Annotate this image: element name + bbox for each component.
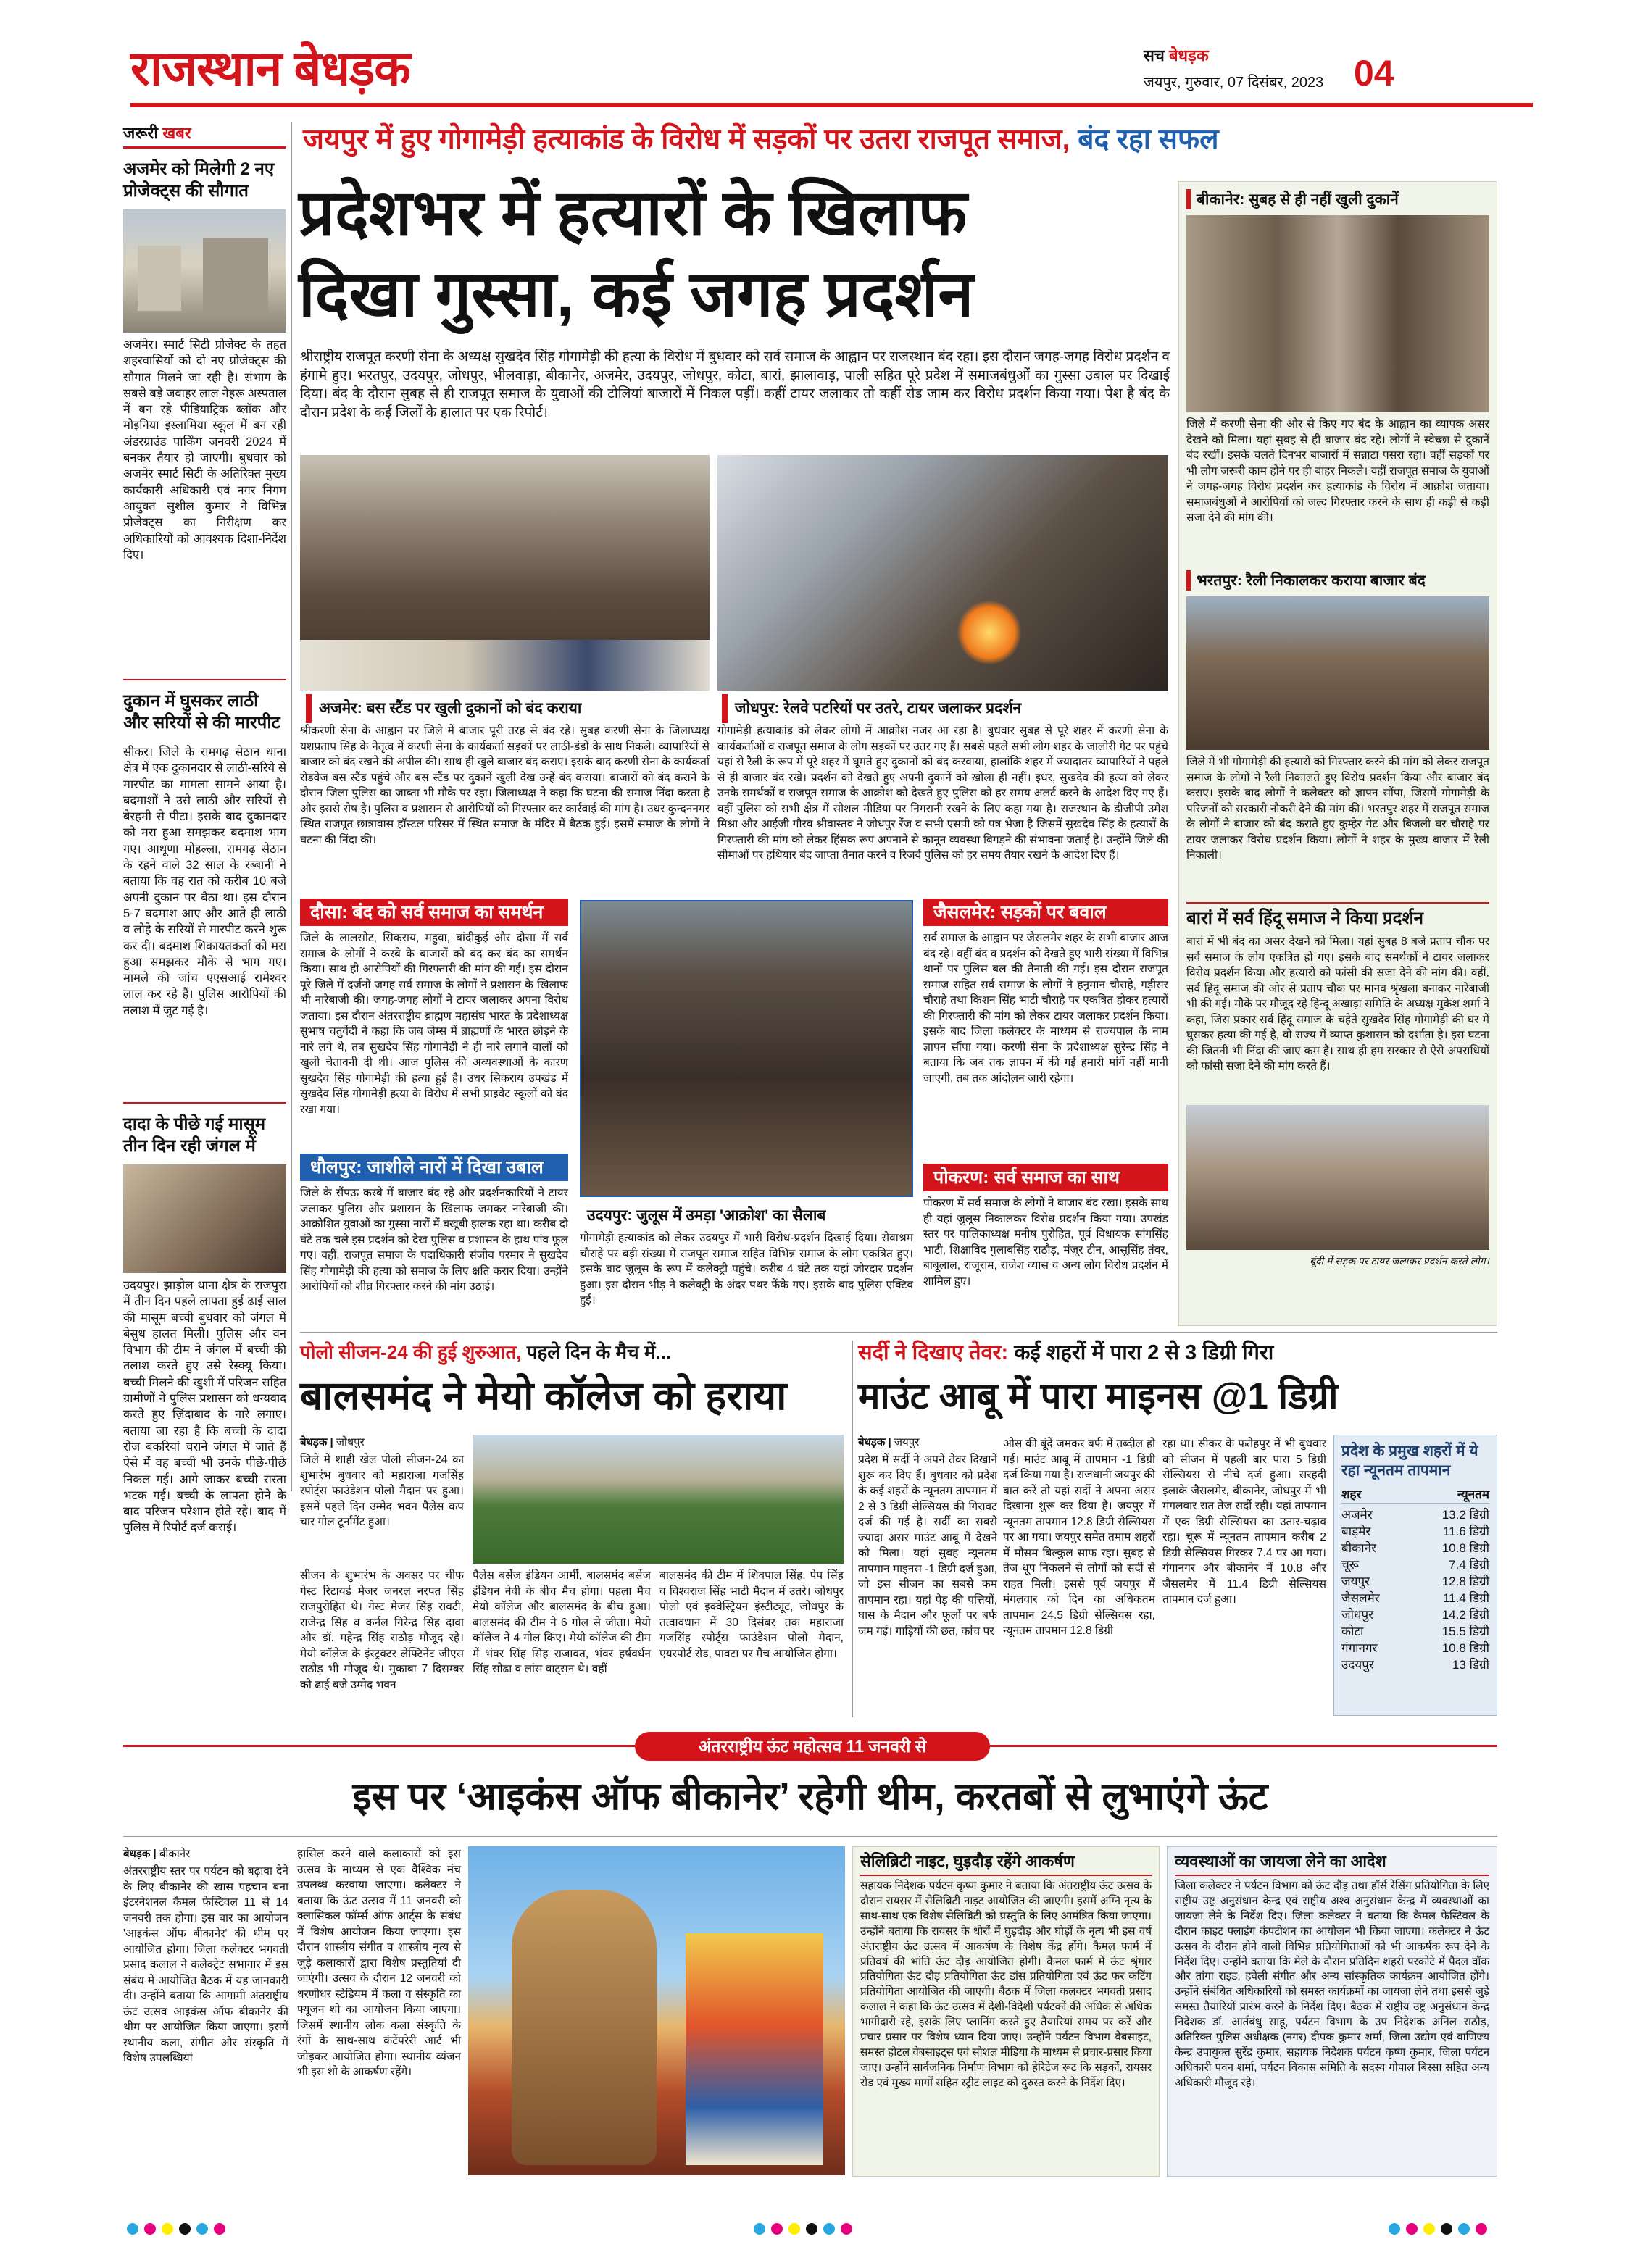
temperature-box-title: प्रदेश के प्रमुख शहरों में ये रहा न्यूनतम तापमान <box>1341 1443 1478 1479</box>
temperature-city: चूरू <box>1341 1558 1360 1572</box>
temperature-value: 11.4 डिग्री <box>1442 1591 1489 1605</box>
sidebar-story-3-title: दादा के पीछे गई मासूम तीन दिन रही जंगल में <box>123 1114 266 1156</box>
lead-headline-line-2: दिखा गुस्सा, कई जगह प्रदर्शन <box>299 258 974 330</box>
sidebar-header <box>123 122 286 149</box>
sidebar <box>123 122 286 1535</box>
registration-dots-right <box>1389 2223 1493 2238</box>
temperature-row <box>1341 1656 1489 1673</box>
tagline <box>1144 44 1209 66</box>
lead-kicker-red: जयपुर में हुए गोगामेड़ी हत्याकांड के विरोध में सड़कों पर उतरा राजपूत समाज, <box>303 124 1070 155</box>
polo-body-1: जिले में शाही खेल पोलो सीजन-24 का शुभारंभ बुधवार को महाराजा गजसिंह स्पोर्ट्स फाउंडेशन पोलो मैदान पर हुआ। इसमें पहले दिन उम्मेद भवन पैलेस कप चार गोल टूर्नामेंट हुआ। <box>300 1454 464 1528</box>
temperature-value: 13 डिग्री <box>1452 1658 1489 1672</box>
polo-byline-b: जोधपुर <box>336 1436 365 1448</box>
temperature-city: जैसलमेर <box>1341 1591 1380 1605</box>
temperature-value: 10.8 डिग्री <box>1441 1541 1489 1555</box>
child-rescue-photo <box>123 1164 286 1273</box>
cold-headline: माउंट आबू में पारा माइनस @1 डिग्री <box>858 1375 1339 1417</box>
arrangements-title: व्यवस्थाओं का जायजा लेने का आदेश <box>1175 1851 1489 1876</box>
dholpur-body: जिले के सैंपऊ कस्बे में बाजार बंद रहे और प्रदर्शनकारियों ने टायर जलाकर पुलिस और प्रशासन के खिलाफ जमकर नारेबाजी की। आक्रोशित युवाओं का गुस्सा नारों में बखूबी झलक रहा था। करीब दो घंटे तक चले इस प्रदर्शन को देख पुलिस व प्रशासन के हाथ पांव फूल गए। वहीं, राजपूत समाज के पदाधिकारी संजीव परमार ने सुखदेव सिंह गोगामेड़ी की हत्या को समाज के लिए क्षति करार दिया। उन्होंने आरोपियों को शीघ्र गिरफ्तार करने की मांग उठाई। <box>300 1187 568 1293</box>
temperature-header-temp: न्यूनतम <box>1457 1488 1489 1501</box>
temperature-city: अजमेर <box>1341 1508 1373 1522</box>
polo-headline: बालसमंद ने मेयो कॉलेज को हराया <box>300 1373 787 1418</box>
cold-body-3: रहा था। सीकर के फतेहपुर में भी बुधवार को सीजन में पहली बार पारा 5 डिग्री सेल्सियस से नीचे दर्ज हुआ। सरहदी इलाके जैसलमेर, बीकानेर, जोधपुर में भी मंगलवार रात तेज सर्दी रही। यहां तापमान में एक डिग्री सेल्सियस का उतार-चढ़ाव रहा। चूरू में न्यूनतम तापमान करीब 2 डिग्री सेल्सियस गिरकर 7.4 पर आ गया। गंगानगर और बीकानेर में 10.8 और जैसलमेर में 11.4 डिग्री सेल्सियस तापमान दर्ज हुआ। <box>1162 1438 1326 1606</box>
temperature-row <box>1341 1556 1489 1573</box>
cold-byline-b: जयपुर <box>894 1436 920 1448</box>
temperature-city: बीकानेर <box>1341 1541 1376 1555</box>
cold-body-2: ओस की बूंदें जमकर बर्फ में तब्दील हो गई। माउंट आबू में तापमान -1 डिग्री दर्ज किया गया है। राजधानी जयपुर की बात करें तो यहां सर्दी ने अपना असर दिखाना शुरू कर दिया है। जयपुर में न्यूनतम तापमान 12.8 डिग्री सेल्सियस पर आ गया। जयपुर समेत तमाम शहरों में मौसम बिल्कुल साफ रहा। सुबह से तेज धूप निकलने से लोगों को सर्दी से राहत मिली। इससे पूर्व जयपुर में मंगलवार को दिन का अधिकतम तापमान 24.5 डिग्री सेल्सियस रहा, न्यूनतम तापमान 12.8 डिग्री <box>1003 1438 1155 1637</box>
temperature-row <box>1341 1540 1489 1556</box>
pokaran-tag: पोकरण: सर्व समाज का साथ <box>923 1164 1168 1191</box>
ajmer-crowd-photo <box>300 455 710 691</box>
ajmer-hospital-photo <box>123 209 286 333</box>
bharatpur-body: जिले में भी गोगामेड़ी की हत्यारों को गिरफ्तार करने की मांग को लेकर राजपूत समाज के लोगों ने रैली निकालते हुए विरोध प्रदर्शन किया और बाजार बंद कराए। इसके बाद लोगों ने कलेक्टर को ज्ञापन सौंपा, जिसमें गोगामेड़ी के परिजनों को सरकारी नौकरी देने की मांग की। भरतपुर शहर में राजपूत समाज के लोगों ने बाजार को बंद कराते हुए कुम्हेर गेट और बिजली घर चौराहे पर टायर जलाकर विरोध प्रदर्शन किया। लोगों ने शहर के मुख्य बाजार में रैली निकाली। <box>1186 756 1489 862</box>
lead-kicker <box>303 123 1499 157</box>
temperature-row <box>1341 1640 1489 1656</box>
lead-kicker-blue: बंद रहा सफल <box>1078 124 1219 155</box>
registration-dots-left <box>127 2223 231 2238</box>
cold-byline: बेधड़क | जयपुर <box>858 1436 920 1448</box>
bharatpur-rally-photo <box>1186 596 1489 750</box>
cold-body-1: प्रदेश में सर्दी ने अपने तेवर दिखाने शुरू कर दिए हैं। बुधवार को प्रदेश के कई शहरों के न्यूनतम तापमान में 2 से 3 डिग्री सेल्सियस की गिरावट दर्ज की गई है। सर्दी का सबसे ज्यादा असर माउंट आबू में देखने को मिला। यहां सुबह न्यूनतम तापमान माइनस -1 डिग्री दर्ज हुआ, जो इस सीजन का सबसे कम तापमान रहा। यहां पेड़ की पत्तियों, घास के मैदान और फूलों पर बर्फ जम गई। गाड़ियों की छत, कांच पर <box>858 1454 998 1638</box>
camel-byline-a: बेधड़क <box>123 1848 151 1860</box>
udaipur-body: गोगामेड़ी हत्याकांड को लेकर उदयपुर में भारी विरोध-प्रदर्शन दिखाई दिया। सेवाश्रम चौराहे पर बड़ी संख्या में राजपूत समाज सहित विभिन्न समाज के लोग एकत्रित हुए। इसके बाद जुलूस के रूप में कलेक्ट्री पहुंचे। करीब 4 घंटे तक यहां जोरदार प्रदर्शन हुआ। इस दौरान भीड़ ने कलेक्ट्री के अंदर पथर फेंके गए। इसके बाद पुलिस एक्टिव हुई। <box>580 1232 913 1306</box>
polo-byline-a: बेधड़क <box>300 1436 328 1448</box>
camel-body-1: अंतरराष्ट्रीय स्तर पर पर्यटन को बढ़ावा देने के लिए बीकानेर की खास पहचान बना इंटरनेशनल कैमल फेस्टिवल 11 से 14 जनवरी तक होगा। इस बार का आयोजन 'आइकंस ऑफ बीकानेर' की थीम पर आयोजित होगा। जिला कलेक्टर भगवती प्रसाद कलाल ने कलेक्ट्रेट सभागार में इस संबंध में आयोजित बैठक में यह जानकारी दी। उन्होंने बताया कि आगामी अंतराष्ट्रीय ऊंट उत्सव आइकंस ऑफ बीकानेर की थीम पर आयोजित किया जाएगा। इसमें स्थानीय कला, संगीत और संस्कृति में विशेष उपलब्धियां <box>123 1865 288 2064</box>
polo-body-4: बालसमंद की टीम में शिवपाल सिंह, पेप सिंह व विश्वराज सिंह भाटी मैदान में उतरे। जोधपुर पोलो एवं इक्वेस्ट्रियन इंस्टीट्यूट, जोधपुर के तत्वावधान में 30 दिसंबर तक महाराजा गजसिंह स्पोर्ट्स फाउंडेशन पोलो मैदान, एयरपोर्ट रोड, पावटा पर मैच आयोजित होगा। <box>659 1569 844 1660</box>
temperature-header-row <box>1341 1486 1489 1504</box>
sidebar-story-1-body: अजमेर। स्मार्ट सिटी प्रोजेक्ट के तहत शहरवासियों को दो नए प्रोजेक्ट्स की सौगात मिलने जा रही है। संभाग के सबसे बड़े जवाहर लाल नेहरू अस्पताल में बन रहे पीडियाट्रिक ब्लॉक और मोइनिया इस्लामिया स्कूल में बन रही अंडरग्राउंड पार्किंग जनवरी 2024 में बनकर तैयार हो जाएगी। बुधवार को अजमेर स्मार्ट सिटी के अतिरिक्त मुख्य कार्यकारी अधिकारी एवं नगर निगम आयुक्त सुशील कुमार ने विभिन्न प्रोजेक्ट्स का निरीक्षण कर अधिकारियों को आवश्यक दिशा-निर्देश दिए। <box>123 338 286 562</box>
temperature-city: गंगानगर <box>1341 1641 1378 1655</box>
polo-cold-divider <box>852 1341 853 1717</box>
brand-logo: राजस्थान बेधड़क <box>130 41 410 95</box>
decorated-camel-photo <box>468 1846 845 2175</box>
cold-kicker-red: सर्दी ने दिखाए तेवर: <box>858 1341 1009 1364</box>
sidebar-story-2-body: सीकर। जिले के रामगढ़ सेठान थाना क्षेत्र में एक दुकानदार से लाठी-सरिये से मारपीट का मामला सामने आया है। बदमाशों ने उसे लाठी और सरियों से बेरहमी से पीटा। इसके बाद दुकानदार को मरा हुआ समझकर बदमाश भाग गए। आथूणा मोहल्ला, रामगढ़ सेठान के रहने वाले 32 साल के रब्बानी ने बताया कि वह रात को करीब 10 बजे अपनी दुकान पर बैठा था। इस दौरान 5-7 बदमाश आए और आते ही लाठी व लोहे के सरियों से मारपीट करने शुरू कर दी। बदमाश शिकायतकर्ता को मरा हुआ समझकर मौके से भाग गए। मामले की जांच एएसआई रामेश्वर लाल कर रहे हैं। पुलिस आरोपियों की तलाश में जुट गई है। <box>123 746 286 1017</box>
polo-body-2: सीजन के शुभारंभ के अवसर पर चीफ गेस्ट रिटायर्ड मेजर जनरल नरपत सिंह राजपुरोहित थे। गेस्ट मेजर सिंह रावटी, राजेन्द्र सिंह व कर्नल गिरेन्द्र सिंह दावा और डॉ. महेन्द्र सिंह राठौड़ मौजूद रहे। मेयो कॉलेज के इंस्ट्रक्टर लेफ्टिनेंट जीएस राठौड़ भी मौजूद थे। मुकाबा 7 दिसम्बर को ढाई बजे उम्मेद भवन <box>300 1569 464 1691</box>
right-column <box>1178 181 1497 1326</box>
lead-intro: श्रीराष्ट्रीय राजपूत करणी सेना के अध्यक्ष सुखदेव सिंह गोगामेड़ी की हत्या के विरोध में बुधवार को सर्व समाज के आह्वान पर राजस्थान बंद रहा। इस दौरान जगह-जगह विरोध प्रदर्शन व हंगामे हुए। भरतपुर, उदयपुर, जोधपुर, भीलवाड़ा, बीकानेर, अजमेर, उदयपुर, जोधपुर, कोटा, बारां, झालावाड़, पाली सहित पूरे प्रदेश में समाजबंधुओं का गुस्सा उबाल पर दिखाई दिया। बंद के दौरान सुबह से ही राजपूत समाज के युवाओं की टोलियां बाजारों में निकल पड़ीं। कहीं टायर जलाकर तो कहीं रोड जाम कर विरोध प्रदर्शन किया गया। पेश है बंद के दौरान प्रदेश के कई जिलों के हालात पर एक रिपोर्ट। <box>300 349 1170 420</box>
ajmer-body: श्रीकरणी सेना के आह्वान पर जिले में बाजार पूरी तरह से बंद रहे। सुबह करणी सेना के जिलाध्यक्ष यशप्रताप सिंह के नेतृत्व में करणी सेना के कार्यकर्ता सड़कों पर लाठी-डंडों के साथ निकले। व्यापारियों से बाजार को बंद रखने की अपील की। साथ ही खुले बाजार बंद कराए। इसके बाद करणी सेना के कार्यकर्ता रोडवेज बस स्टैंड पहुंचे और बस स्टैंड पर दुकानें खुली देख उन्हें बंद कराया। बाजारों को बंद कराने के दौरान जिला पुलिस का जाब्ता भी मौके पर रहा। जिलाध्यक्ष ने कहा कि घटना की समाज निंदा करता है और इससे रोष है। पुलिस व प्रशासन से आरोपियों को गिरफ्तार कर कार्रवाई की मांग है। उधर कुन्दननगर स्थित राजपूत छात्रावास हॉस्टल परिसर में स्थित समाज के मंदिर में बैठक हुई। इसमें समाज के लोगों ने घटना की निंदा की। <box>300 725 710 846</box>
temperature-city: जयपुर <box>1341 1575 1370 1588</box>
temperature-value: 15.5 डिग्री <box>1441 1625 1489 1638</box>
sidebar-story-3-body: उदयपुर। झाड़ोल थाना क्षेत्र के राजपुरा में तीन दिन पहले लापता हुई ढाई साल की मासूम बच्ची बुधवार को जंगल में बेसुध हालत मिली। पुलिस और वन विभाग की टीम ने जंगल में बच्ची की तलाश करते हुए उसे रेस्क्यू किया। बच्ची मिलने की खुशी में परिजन सहित ग्रामीणों ने पुलिस प्रशासन को धन्यवाद करते हुए ज़िंदाबाद के नारे लगाए। बताया जा रहा है कि बच्ची के दादा रोज बकरियां चराने जंगल में जाते हैं ऐसे में वह बच्ची भी उनके पीछे-पीछे निकल गई। आगे जाकर बच्ची रास्ता भटक गई। बच्ची के लापता होने के बाद परिजन परेशान होते रहे। बाद में पुलिस में रिपोर्ट दर्ज कराई। <box>123 1279 286 1535</box>
tagline-red: सच <box>1144 46 1165 64</box>
temperature-row <box>1341 1623 1489 1640</box>
temperature-city: कोटा <box>1341 1625 1364 1638</box>
bharatpur-caption: भरतपुर: रैली निकालकर कराया बाजार बंद <box>1186 570 1489 591</box>
polo-match-photo <box>473 1435 844 1564</box>
jaisalmer-tag: जैसलमेर: सड़कों पर बवाल <box>923 899 1168 926</box>
dateline: जयपुर, गुरुवार, 07 दिसंबर, 2023 <box>1144 75 1324 91</box>
temperature-row <box>1341 1506 1489 1523</box>
masthead <box>130 40 1533 98</box>
temperature-city: जोधपुर <box>1341 1608 1374 1622</box>
page-number: 04 <box>1354 53 1394 93</box>
jodhpur-tyre-burning-photo <box>717 455 1168 691</box>
ajmer-caption: अजमेर: बस स्टैंड पर खुली दुकानों को बंद कराया <box>306 694 708 723</box>
jodhpur-body: गोगामेड़ी हत्याकांड को लेकर लोगों में आक्रोश नजर आ रहा है। बुधवार सुबह से पूरे शहर में करणी सेना के कार्यकर्ताओं व राजपूत समाज के लोग सड़कों पर उतर गए हैं। सबसे पहले सभी लोग शहर के जालोरी गेट पर पहुंचे यहां से रैली के रूप में पूरे शहर में घूमते हुए दुकानों को बंद करवाया, हालांकि शहर में ज्यादातर व्यापारियों ने पहले से ही बाजार बंद रखे। प्रदर्शन को देखते हुए अपनी दुकानें को खोला ही नहीं। इधर, सुखदेव की हत्या को लेकर उनके समर्थकों व राजपूत समाज के आक्रोश को देखते हुए पुलिस को हर समय अलर्ट करने के आदेश दिए गए हैं। वहीं पुलिस को सभी क्षेत्र में सोशल मीडिया पर निगरानी रखने के लिए कहा गया है। राजस्थान के डीजीपी उमेश मिश्रा और आईजी गौरव श्रीवास्तव ने जोधपुर रेंज व सभी एसपी को पत्र भेजा है जिसमें सुखदेव सिंह के हत्यारों के गिरफ्तारी की मांग को लेकर हिंसक रूप अपनाने से कानून व्यवस्था बिगड़ने की संभावना जताई है। उन्होंने जिले की सीमाओं पर हथियार बंद जाप्ता तैनात करने व रिजर्व पुलिस को हर समय तैयार रखने के आदेश दिए हैं। <box>717 725 1168 862</box>
camel-body-2: हासिल करने वाले कलाकारों को इस उत्सव के माध्यम से एक वैश्विक मंच उपलब्ध करवाया जाएगा। कलेक्टर ने बताया कि ऊंट उत्सव में 11 जनवरी को क्लासिकल फॉर्म्स ऑफ आर्ट्स के संबंध में विशेष आयोजन किया जाएगा। इस दौरान शास्त्रीय संगीत व शास्त्रीय नृत्य से जुड़े कलाकारों द्वारा विशेष प्रस्तुतियां दी जाएंगी। उत्सव के दौरान 12 जनवरी को धरणीधर स्टेडियम में कला व संस्कृति का फ्यूजन शो का आयोजन किया जाएगा। जिसमें स्थानीय लोक कला संस्कृति के रंगों के साथ-साथ कंटेंपरेरी आर्ट भी जोड़कर आयोजित होगा। स्थानीय व्यंजन भी इस शो के आकर्षण रहेंगे। <box>297 1848 461 2078</box>
temperature-row <box>1341 1590 1489 1606</box>
temperature-value: 13.2 डिग्री <box>1441 1508 1489 1522</box>
tagline-black: बेधड़क <box>1168 46 1209 64</box>
celebrity-body: सहायक निदेशक पर्यटन कृष्ण कुमार ने बताया कि अंतराष्ट्रीय ऊंट उत्सव के दौरान रायसर में सेलिब्रिटी नाइट आयोजित की जाएगी। इसमें अग्नि नृत्य के साथ-साथ एक विशेष सेलिब्रिटी को प्रस्तुति के लिए आमंत्रित किया जाएगा। उन्होंने बताया कि रायसर के धोरों में घुड़दौड़ और घोड़ों के नृत्य भी इस वर्ष अंतराष्ट्रीय ऊंट उत्सव में आकर्षण के विशेष केंद्र होंगे। कैमल फार्म में प्रतिवर्ष की भांति ऊंट दौड़ आयोजित होगी। कैमल फार्म में ऊंट श्रृंगार प्रतियोगिता ऊंट दौड़ प्रतियोगिता ऊंट डांस प्रतियोगिता एवं ऊंट फर कटिंग प्रतियोगिता आयोजित की जाएगी। बैठक में जिला कलक्टर भगवती प्रसाद कलाल ने कहा कि ऊंट उत्सव में देशी-विदेशी पर्यटकों की अधिक से अधिक भागीदारी रहे, इसके लिए प्लानिंग करते हुए तैयारियां समय पर करें और प्रचार प्रसार पर विशेष ध्यान दिया जाए। उन्होंने पर्यटन विभाग वेबसाइट, समस्त होटल वेबसाइट्स एवं सोशल मीडिया के माध्यम से प्रचार-प्रसार किया जाए। उन्होंने सार्वजनिक निर्माण विभाग को हेरिटेज रूट कि सड़कों, रायसर रोड एवं मुख्य मार्गों सहित स्ट्रीट लाइट को दुरुस्त करने के निर्देश दिए। <box>860 1880 1152 2089</box>
temperature-value: 14.2 डिग्री <box>1441 1608 1489 1622</box>
bikaner-caption: बीकानेर: सुबह से ही नहीं खुली दुकानें <box>1186 189 1489 209</box>
camel-banner: अंतरराष्ट्रीय ऊंट महोत्सव 11 जनवरी से <box>635 1732 990 1761</box>
temperature-city: बाड़मेर <box>1341 1525 1371 1538</box>
temperature-box <box>1333 1435 1497 1716</box>
dausa-tag: दौसा: बंद को सर्व समाज का समर्थन <box>300 899 568 926</box>
baran-title: बारां में सर्व हिंदू समाज ने किया प्रदर्शन <box>1186 902 1489 930</box>
camel-byline-b: बीकानेर <box>159 1848 191 1860</box>
polo-body-3: पैलेस बर्सेज इंडियन आर्मी, बालसमंद बर्सेज इंडियन नेवी के बीच मैच होगा। पहला मैच मेयो कॉलेज और बालसमंद के बीच हुआ। बालसमंद की टीम ने 6 गोल से जीता। मेयो कॉलेज ने 4 गोल किए। मेयो कॉलेज की टीम में भंवर सिंह सिंह राजावत, भंवर हर्षवर्धन सिंह सोढा व लांस वाट्सन थे। वहीं <box>473 1569 651 1675</box>
temperature-row <box>1341 1573 1489 1590</box>
registration-dots-center <box>754 2223 858 2238</box>
temperature-header-city: शहर <box>1341 1488 1362 1501</box>
celebrity-title: सेलिब्रिटी नाइट, घुड़दौड़ रहेंगे आकर्षण <box>860 1851 1152 1876</box>
temperature-list <box>1341 1506 1489 1673</box>
camel-byline: बेधड़क | बीकानेर <box>123 1848 191 1860</box>
sidebar-header-red: खबर <box>162 124 191 142</box>
temperature-value: 12.8 डिग्री <box>1441 1575 1489 1588</box>
sidebar-story-1-title: अजमेर को मिलेगी 2 नए प्रोजेक्ट्स की सौगात <box>123 159 275 201</box>
arrangements-body: जिला कलेक्टर ने पर्यटन विभाग को ऊंट दौड़ तथा हॉर्स रेसिंग प्रतियोगिता के लिए राष्ट्रीय उष्ट्र अनुसंधान केन्द्र एवं राष्ट्रीय अश्व अनुसंधान केन्द्र में व्यवस्थाओं का जायजा लेने के निर्देश दिए। जिला कलेक्टर ने बताया कि कैमल फेस्टिवल के दौरान काइट फ्लाइंग कंपटीशन का आयोजन भी किया जाएगा। कलेक्टर ने ऊंट उत्सव के दौरान होने वाली विभिन्न प्रतियोगिताओं को भी आकर्षक रूप देने के निर्देश दिए। उन्होंने बताया कि मेले के दौरान प्रतिदिन शहरी परकोटे में पैदल वॉक और तांगा राइड, हवेली संगीत और अन्य सांस्कृतिक कार्यक्रम आयोजित होंगे। उन्होंने संबंधित अधिकारियों को समस्त कार्यक्रमों का जायजा लेने तथा इससे जुड़े समस्त तैयारियों प्रारंभ करने के निर्देश दिए। बैठक में राष्ट्रीय उष्ट्र अनुसंधान केन्द्र निदेशक डॉ. आर्तबंधु साहू, पर्यटन विभाग के उप निदेशक अनिल राठौड़, अतिरिक्त पुलिस अधीक्षक (नगर) दीपक कुमार शर्मा, जिला उद्योग एवं वाणिज्य केन्द्र उपायुक्त सुरेंद्र कुमार, सहायक निदेशक पर्यटन कृष्ण कुमार, जिला पर्यटन अधिकारी पवन शर्मा, पर्यटन विकास समिति के सदस्य गोपाल बिस्सा सहित अन्य अधिकारी मौजूद रहे। <box>1175 1880 1489 2089</box>
polo-top-rule <box>300 1332 1497 1333</box>
jodhpur-caption: जोधपुर: रेलवे पटरियों पर उतरे, टायर जलाकर प्रदर्शन <box>722 694 1164 723</box>
polo-kicker-red: पोलो सीजन-24 की हुई शुरुआत, <box>300 1341 522 1363</box>
dausa-body: जिले के लालसोट, सिकराय, महुवा, बांदीकुई और दौसा में सर्व समाज के लोगों ने कस्बे के बाजारों को बंद कर बंद का समर्थन किया। साथ ही आरोपियों की गिरफ्तारी की मांग की गई। इस दौरान पूरे जिले में दर्जनों जगह सर्व समाज के लोगों ने प्रशासन के खिलाफ भी नारेबाजी की। जगह-जगह लोगों ने टायर जलाकर अपना विरोध जताया। इस दौरान अंतरराष्ट्रीय ब्राह्मण महासंघ भारत के प्रदेशाध्यक्ष सुभाष चतुर्वेदी ने कहा कि जब जेम्स में ब्राह्मणों के भारत छोड़ने के नारे लगे थे, तब सुखदेव सिंह गोगामेड़ी ने ही नारे लगाने वालों को खुली चेतावनी दी थी। आज पुलिस की अव्यवस्थाओं के कारण सुखदेव सिंह गोगामेड़ी की हत्या हुई है। उधर सिकराय उपखंड में सुखदेव सिंह गोगामेड़ी हत्या के विरोध में सभी प्राइवेट स्कूलों को बंद रखा गया। <box>300 932 568 1116</box>
udaipur-procession-photo <box>580 900 913 1197</box>
polo-kicker <box>300 1341 844 1364</box>
camel-headline-rule <box>123 1836 1497 1837</box>
polo-byline: बेधड़क | जोधपुर <box>300 1436 365 1448</box>
lead-headline <box>299 172 1175 335</box>
cold-kicker-black: कई शहरों में पारा 2 से 3 डिग्री गिरा <box>1014 1341 1274 1364</box>
temperature-value: 7.4 डिग्री <box>1449 1558 1489 1572</box>
bundi-protest-photo <box>1186 1105 1489 1250</box>
sidebar-story-2-title: दुकान में घुसकर लाठी और सरियों से की मारपीट <box>123 691 280 733</box>
temperature-value: 10.8 डिग्री <box>1441 1641 1489 1655</box>
sidebar-divider <box>291 122 292 1491</box>
lead-headline-line-1: प्रदेशभर में हत्यारों के खिलाफ <box>299 177 968 249</box>
cold-byline-a: बेधड़क <box>858 1436 886 1448</box>
polo-kicker-black: पहले दिन के मैच में... <box>526 1341 672 1363</box>
bikaner-closed-shops-photo <box>1186 215 1489 412</box>
temperature-value: 11.6 डिग्री <box>1442 1525 1489 1538</box>
celebrity-box <box>852 1846 1160 2177</box>
bundi-caption: बूंदी में सड़क पर टायर जलाकर प्रदर्शन करते लोग। <box>1310 1255 1489 1267</box>
temperature-row <box>1341 1523 1489 1540</box>
camel-headline: इस पर ‘आइकंस ऑफ बीकानेर’ रहेगी थीम, करतबों से लुभाएंगे ऊंट <box>352 1775 1268 1818</box>
temperature-row <box>1341 1606 1489 1623</box>
baran-body: बारां में भी बंद का असर देखने को मिला। यहां सुबह 8 बजे प्रताप चौक पर सर्व समाज के लोग एकत्रित हो गए। इसके बाद समर्थकों ने टायर जलाकर विरोध प्रदर्शन किया और हत्यारों को फांसी की सजा देने की मांग की। वहीं, सर्व हिंदू समाज की ओर से प्रताप चौक पर मानव श्रृंखला बनाकर नारेबाजी भी की गई। मौके पर मौजूद रहे हिन्दू अखाड़ा समिति के अध्यक्ष मुकेश शर्मा ने कहा, जिस प्रकार सर्व हिंदू समाज के चहेते सुखदेव सिंह गोगामेड़ी की घर में घुसकर हत्या की गई है, वो राज्य में व्याप्त कुशासन को दर्शाता है। इस घटना की जितनी भी निंदा की जाए कम है। साथ ही हम सरकार से ऐसे अपराधियों को फांसी सजा देने की मांग करते हैं। <box>1186 935 1489 1072</box>
temperature-city: उदयपुर <box>1341 1658 1374 1672</box>
jaisalmer-body: सर्व समाज के आह्वान पर जैसलमेर शहर के सभी बाजार आज बंद रहे। वहीं बंद व प्रदर्शन को देखते हुए भारी संख्या में विभिन्न थानों पर पुलिस बल की तैनाती की गई। इस दौरान राजपूत समाज सहित सर्व समाज के लोगों ने हनुमान चौराहे, गड़ीसर चौराहे तथा किशन सिंह भाटी चौराहे पर एकत्रित होकर हत्यारों की गिरफ्तारी की मांग को लेकर टायर जलाकर प्रदर्शन किया। इसके बाद जिला कलेक्टर के माध्यम से राज्यपाल के नाम ज्ञापन सौंपा गया। करणी सेना के प्रदेशाध्यक्ष सुरेन्द्र सिंह ने बताया कि जब तक ज्ञापन में की गई हमारी मांगें नहीं मानी जाएगी, तब तक आंदोलन जारी रहेगा। <box>923 932 1168 1085</box>
bikaner-body: जिले में करणी सेना की ओर से किए गए बंद के आह्वान का व्यापक असर देखने को मिला। यहां सुबह से ही बाजार बंद रहे। लोगों ने स्वेच्छा से दुकानें बंद रखीं। इसके चलते दिनभर बाजारों में सन्नाटा पसरा रहा। वहीं सड़कों पर भी लोग जरूरी काम होने पर ही बाहर निकले। वहीं राजपूत समाज के युवाओं ने जगह-जगह विरोध प्रदर्शन कर हत्याकांड के विरोध में आक्रोश जताया। समाजबंधुओं ने आरोपियों को जल्द गिरफ्तार करने के साथ ही कड़ी से कड़ी सजा देने की मांग की। <box>1186 418 1489 524</box>
arrangements-box <box>1167 1846 1497 2177</box>
udaipur-caption: उदयपुर: जुलूस में उमड़ा 'आक्रोश' का सैलाब <box>580 1201 913 1230</box>
cold-kicker <box>858 1341 1496 1365</box>
pokaran-body: पोकरण में सर्व समाज के लोगों ने बाजार बंद रखा। इसके साथ ही यहां जुलूस निकालकर विरोध प्रदर्शन किया गया। उपखंड स्तर पर पालिकाध्यक्ष मनीष पुरोहित, पूर्व विधायक सांगसिंह भाटी, शिक्षाविद गुलाबसिंह राठौड़, मंजूर टीन, आसूसिंह तंवर, बाबूलाल, राजूराम, राजेश व्यास व अन्य लोग विरोध प्रदर्शन में शामिल हुए। <box>923 1197 1168 1288</box>
sidebar-header-black: जरूरी <box>123 124 159 142</box>
dholpur-tag: धौलपुर: जाशीले नारों में दिखा उबाल <box>300 1154 568 1181</box>
masthead-rule <box>130 103 1533 107</box>
